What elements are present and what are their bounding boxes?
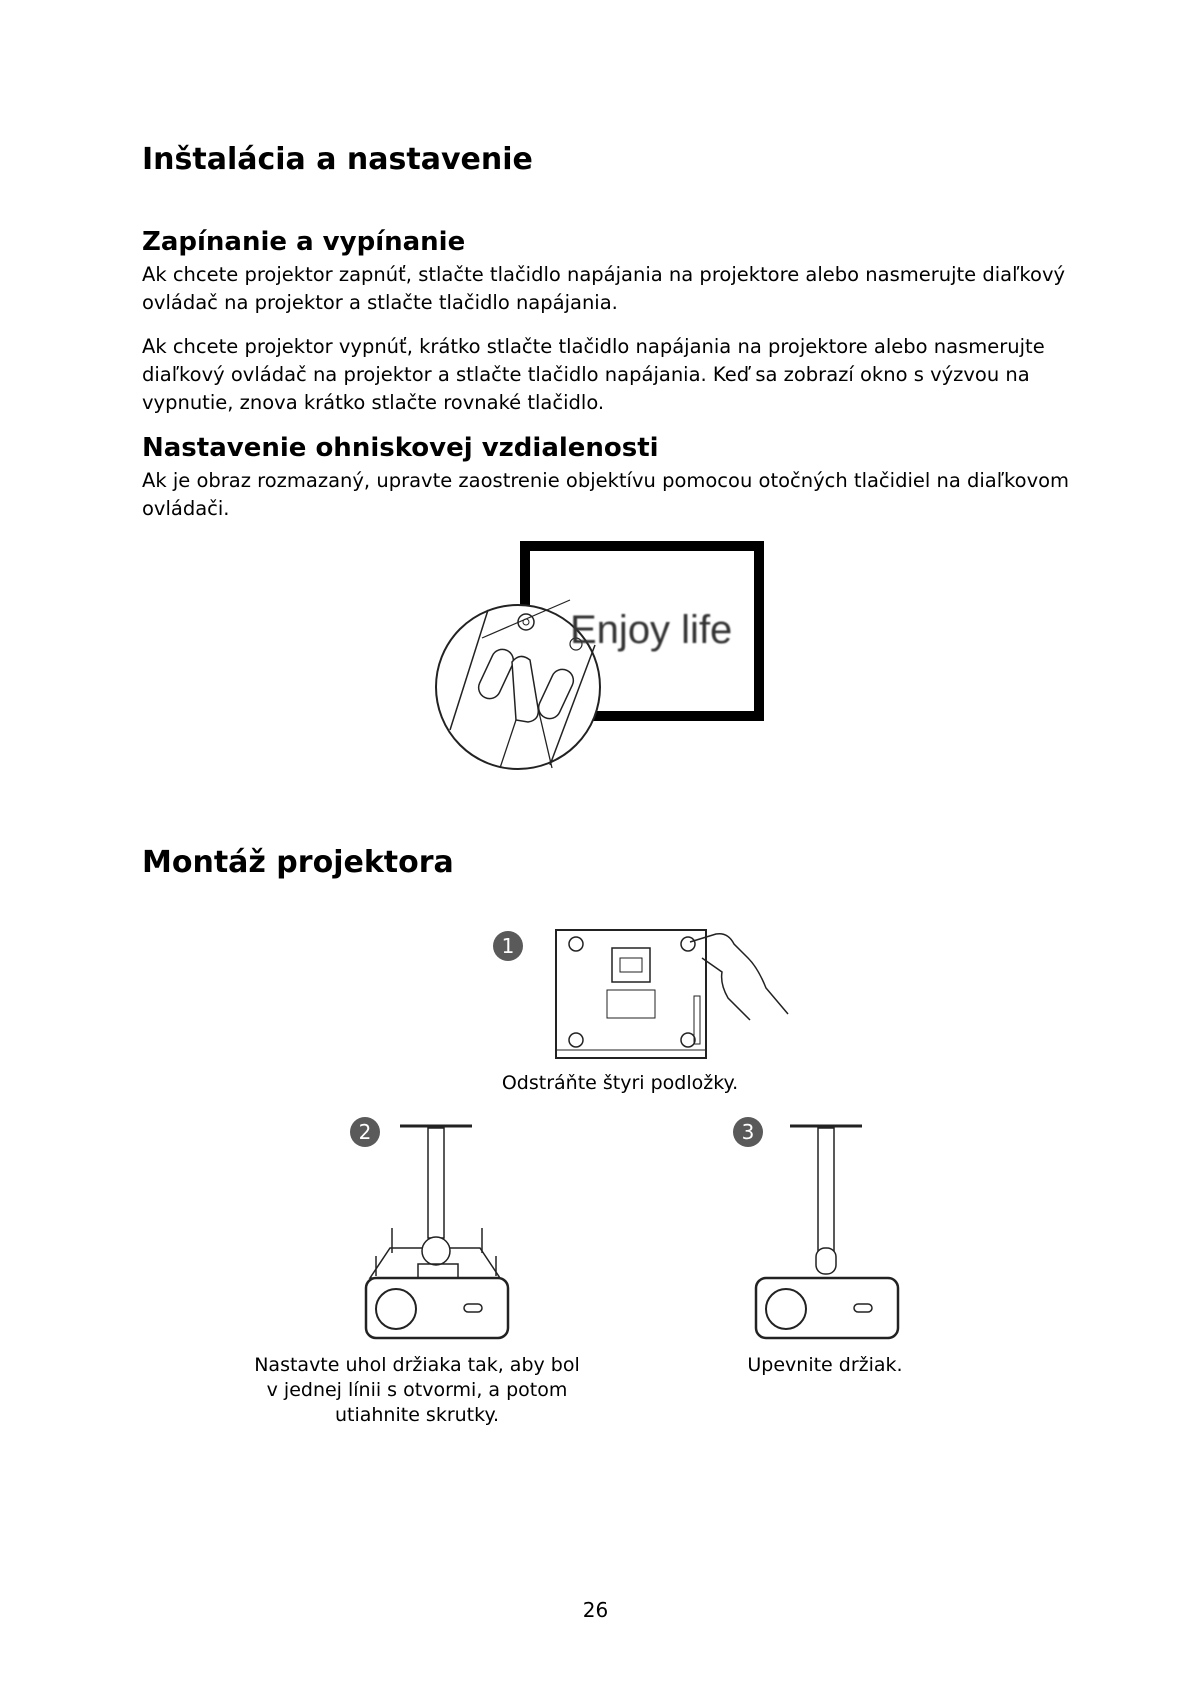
- step-3-mount-drawing: [750, 1118, 910, 1343]
- step-1-badge: 1: [493, 931, 523, 961]
- power-heading: Zapínanie a vypínanie: [142, 227, 466, 257]
- focus-drawing: [430, 540, 770, 770]
- focus-illustration: [430, 540, 770, 770]
- power-paragraph-1: Ak chcete projektor zapnúť, stlačte tlačidlo napájania na projektore alebo nasmerujte diaľkový ovládač na projektor a stlačte tlačidlo napájania.: [142, 263, 1066, 314]
- mount-title: Montáž projektora: [142, 845, 454, 880]
- focus-heading: Nastavenie ohniskovej vzdialenosti: [142, 433, 659, 463]
- main-title: Inštalácia a nastavenie: [142, 142, 533, 177]
- step-1-projector-bottom-drawing: [552, 928, 812, 1068]
- step-2-caption: Nastavte uhol držiaka tak, aby bol v jednej línii s otvormi, a potom utiahnite skrutky.: [254, 1354, 580, 1426]
- power-paragraph-2: Ak chcete projektor vypnúť, krátko stlačte tlačidlo napájania na projektore alebo nasmerujte diaľkový ovládač na projektor a stlačte tlačidlo napájania. Keď sa zobrazí okno s výzvou na vypnutie, znova krátko stlačte rovnaké tlačidlo.: [142, 335, 1045, 414]
- step-2-mount-drawing: [360, 1118, 520, 1343]
- step-3-caption: Upevnite držiak.: [747, 1354, 903, 1376]
- page-number: 26: [582, 1598, 609, 1622]
- step-2-badge: 2: [350, 1117, 380, 1147]
- screen-text: Enjoy life: [570, 608, 733, 652]
- step-1-caption: Odstráňte štyri podložky.: [501, 1072, 739, 1094]
- step-3-badge: 3: [733, 1117, 763, 1147]
- focus-paragraph: Ak je obraz rozmazaný, upravte zaostrenie objektívu pomocou otočných tlačidiel na diaľkovom ovládači.: [142, 469, 1070, 520]
